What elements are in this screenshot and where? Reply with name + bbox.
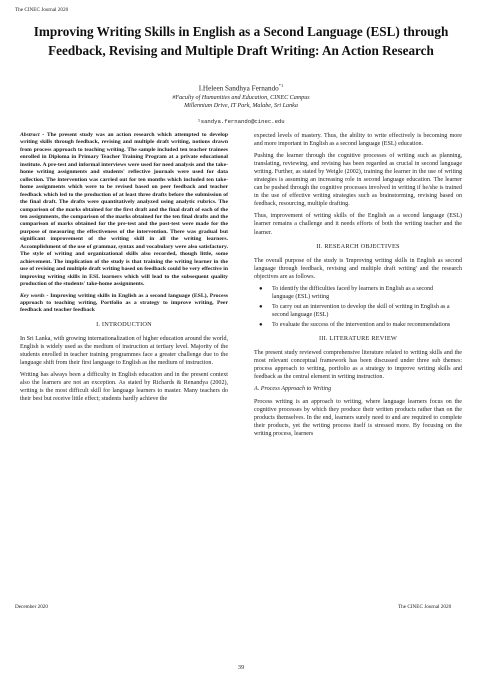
footer-journal: The CINEC Journal 2020 (398, 604, 452, 610)
affiliation (0, 95, 482, 110)
right-paragraph-3: Thus, improvement of writing skills of the English as a second language (ESL) learner remains a challenge and it needs efforts of both the writing teacher and the learner. (254, 213, 462, 236)
author-name: I.Heleen Sandhya Fernando (198, 84, 279, 93)
list-item (254, 285, 462, 301)
subsection-paragraph-1: Process writing is an approach to writing, where language learners focus on the cognitive processes by which they produce their written products rather than on the products themselves. In the end, learners surely need to and are required to complete their products, yet the writing process itself is stressed more. By focusing on the writing process, learners (254, 399, 462, 438)
list-item (254, 303, 462, 319)
list-item (254, 321, 462, 329)
objective-text: To carry out an intervention to develop the skill of writing in English as a second language (ESL) (272, 303, 450, 318)
bullet-icon: ● (259, 303, 263, 310)
author-line (0, 83, 482, 92)
abstract-lead: Abstract - (20, 132, 45, 138)
keywords (20, 293, 228, 315)
bullet-icon: ● (259, 285, 263, 292)
affiliation-line-2: Millennium Drive, IT Park, Malabe, Sri Lanka (184, 102, 298, 109)
objectives-intro: The overall purpose of the study is 'Improving writing skills in English as second language through feedback, revising and multiple draft writing' and the research objectives are as follows. (254, 257, 462, 280)
left-column (20, 132, 228, 407)
subsection-heading: A. Process Approach to Writing (254, 386, 332, 393)
objective-text: To identify the difficulties faced by learners in English as a second language (ESL) writing (272, 285, 434, 300)
bullet-icon: ● (259, 321, 263, 328)
abstract-text: The present study was an action research which attempted to develop writing skills through feedback, revising and multiple draft writing, notions drawn from process approach to teaching writing. The sample included ten teacher trainees enrolled in Diploma in Primary Teacher Training Program at a private educational institute. A pre-test and informal interviews were used for need analysis and the take-home writing assignments and students' reflective journals were used for data collection. The intervention was carried out for ten months which included ten take-home assignments which were to be revised based on peer feedback and teacher feedback which led to the production of at least three drafts before the submission of the final draft. The drafts were quantitatively analyzed using analytic rubrics. The comparison of the marks obtained for the first draft and the final draft of each of the ten assignments, the comparison of the marks obtained for the ten final drafts and the comparison of marks obtained for the pre-test and the post-test were made for the purpose of measuring the effectiveness of the intervention. There was gradual but significant improvement of the writing skill in all the writing learners. Accomplishment of the use of grammar, syntax and vocabulary were also satisfactory. The style of writing and organizational skills also recorded, though little, some achievement. The implication of the study is that training the writing learner in the use of revising and multiple draft writing based on feedback could be very effective in improving writing skills in ESL learners which will lead to the subsequent quality production of the students' take-home assignments. (20, 132, 228, 288)
author-email: ¹sandya.fernando@cinec.edu (197, 118, 285, 125)
right-paragraph-2: Pushing the learner through the cognitive processes of writing such as planning, translating, reviewing, and revising has been regarded as crucial in second language writing. Further, as stated by Weigle (2002), training the learner in the use of writing strategies is assuming an increasing role in second language education. The learner can be pushed through the cognitive processes involved in writing if he/she is trained in the use of effective writing strategies such as brainstorming, revising based on feedback, resourcing, multiple drafting. (254, 153, 462, 208)
literature-heading: III. LITERATURE REVIEW (318, 334, 398, 342)
objective-text: To evaluate the success of the intervention and to make recommendations (272, 321, 451, 328)
intro-heading: I. INTRODUCTION (96, 320, 152, 328)
author-mark: *1 (278, 83, 284, 88)
affiliation-line-1: #Faculty of Humanities and Education, CINEC Campus (172, 95, 310, 101)
right-paragraph-1: expected levels of mastery. Thus, the ability to write effectively is becoming more and more important in English as a second language (ESL) education. (254, 133, 462, 148)
intro-paragraph-2: Writing has always been a difficulty in English education and in the present context also the learners are not an exception. As stated by Richards & Renandya (2002), writing is the most difficult skill for language learners to master. Many teachers do their best but receive little effect; students hardly achieve the (20, 372, 228, 403)
abstract (20, 132, 228, 289)
footer-date: December 2020 (15, 604, 48, 610)
paper-title: Improving Writing Skills in English as a Second Language (ESL) through Feedback, Revising and Multiple Draft Writing: An Action Research (33, 24, 449, 58)
keywords-text: Improving writing skills in English as a second language (ESL), Process approach to teaching writing, Portfolio as a strategy to improve writing, Peer feedback and teacher feedback (20, 292, 228, 314)
objectives-heading: II. RESEARCH OBJECTIVES (316, 242, 400, 250)
keywords-lead: Key words - (20, 292, 49, 299)
objectives-list (254, 285, 462, 329)
literature-paragraph-1: The present study reviewed comprehensive literature related to writing skills and the most relevant conceptual framework has been discussed under three sub themes: process approach to writing, portfolio as a strategy to improve writing skills and feedback as the central element in writing instruction. (254, 350, 462, 381)
running-head: The CINEC Journal 2020 (15, 7, 69, 13)
intro-paragraph-1: In Sri Lanka, with growing internationalization of higher education around the world, English is widely used as the medium of instruction at tertiary level. Majority of the students enrolled in teacher training programmes face a greater challenge due to the language shift from their first language to English as the medium of instruction. (20, 335, 228, 367)
right-column (254, 132, 462, 443)
page-number: 39 (237, 664, 245, 671)
